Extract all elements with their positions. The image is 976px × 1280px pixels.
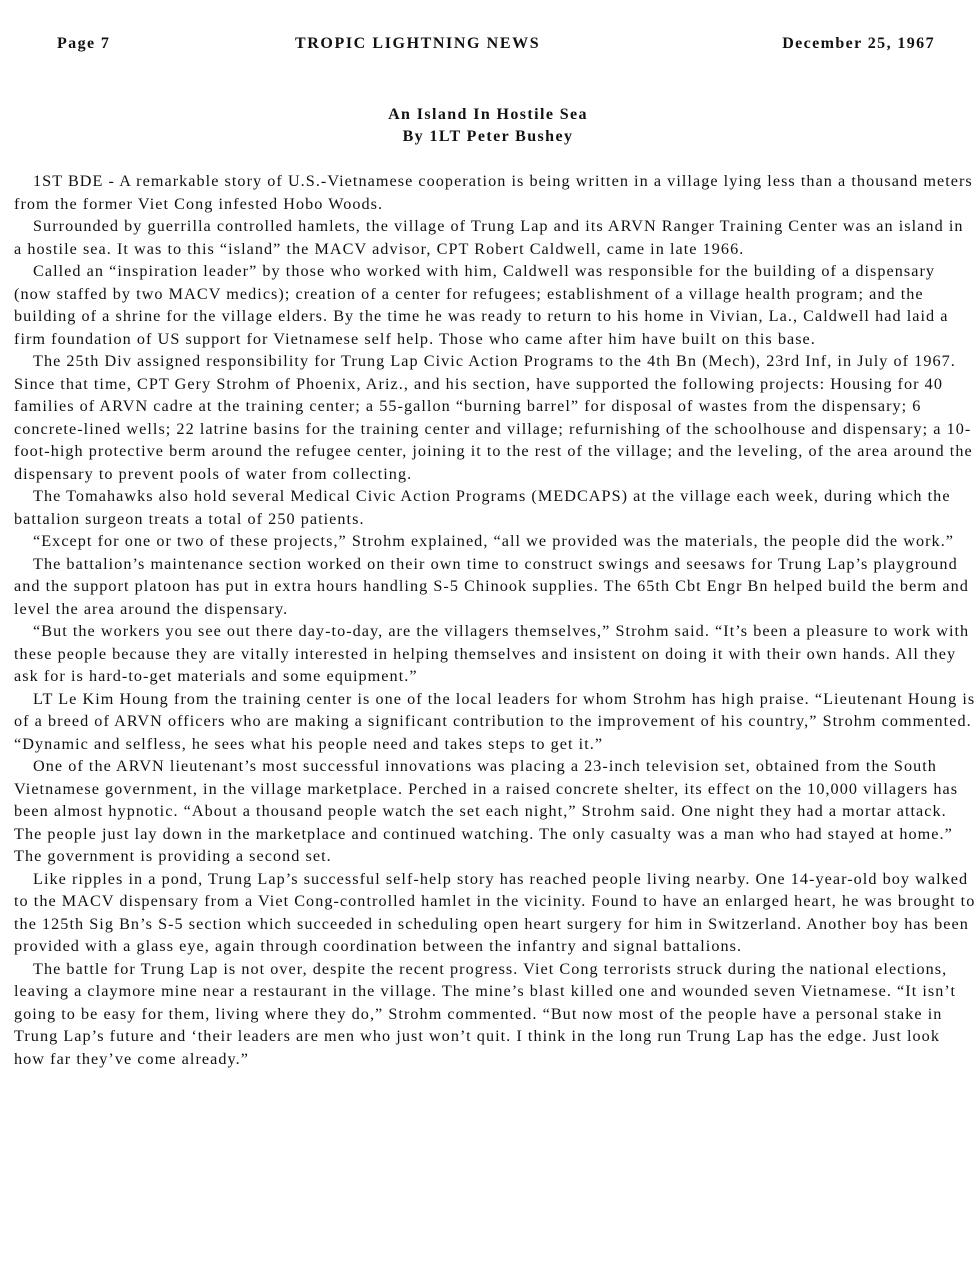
paragraph: 1ST BDE - A remarkable story of U.S.-Vietnamese cooperation is being written in a village lying less than a thousand meters from the former Viet Cong infested Hobo Woods. <box>14 172 973 213</box>
paragraph: The battalion’s maintenance section worked on their own time to construct swings and seesaws for Trung Lap’s playground and the support platoon has put in extra hours handling S-5 Chinook supplies. The 65th Cbt Engr Bn helped build the berm and level the area around the dispensary. <box>14 554 969 618</box>
paragraph: The battle for Trung Lap is not over, despite the recent progress. Viet Cong terrorists struck during the national elections, leaving a claymore mine near a restaurant in the village. The mine’s blast killed one and wounded seven Vietnamese. “It isn’t going to be easy for them, living where they do,” Strohm commented. “But now most of the people have a personal stake in Trung Lap’s future and ‘their leaders are men who just won’t quit. I think in the long run Trung Lap has the edge. Just look how far they’ve come already.” <box>14 959 957 1068</box>
article-title: An Island In Hostile Sea <box>388 106 588 123</box>
paragraph: Called an “inspiration leader” by those who worked with him, Caldwell was responsible for the building of a dispensary (now staffed by two MACV medics); creation of a center for refugees; establishment of a village health program; and the building of a shrine for the village elders. By the time he was ready to return to his home in Vivian, La., Caldwell had laid a firm foundation of US support for Vietnamese self help. Those who came after him have built on this base. <box>14 262 949 348</box>
paragraph: Surrounded by guerrilla controlled hamlets, the village of Trung Lap and its ARVN Ranger Training Center was an island in a hostile sea. It was to this “island” the MACV advisor, CPT Robert Caldwell, came in late 1966. <box>14 217 964 258</box>
publication-title: TROPIC LIGHTNING NEWS <box>295 35 541 52</box>
article-byline: By 1LT Peter Bushey <box>402 128 574 145</box>
paragraph: LT Le Kim Houng from the training center is one of the local leaders for whom Strohm has high praise. “Lieutenant Houng is of a breed of ARVN officers who are making a significant contribution to the improvement of his country,” Strohm commented. “Dynamic and selfless, he sees what his people need and takes steps to get it.” <box>14 689 976 753</box>
page-header <box>57 35 935 59</box>
paragraph: “Except for one or two of these projects,” Strohm explained, “all we provided was the materials, the people did the work.” <box>33 532 955 550</box>
paragraph: Like ripples in a pond, Trung Lap’s successful self-help story has reached people living nearby. One 14-year-old boy walked to the MACV dispensary from a Viet Cong-controlled hamlet in the vicinity. Found to have an enlarged heart, he was brought to the 125th Sig Bn’s S-5 section which succeeded in scheduling open heart surgery for him in Switzerland. Another boy has been provided with a glass eye, again through coordination between the infantry and signal battalions. <box>14 869 976 955</box>
issue-date: December 25, 1967 <box>782 35 935 52</box>
paragraph: One of the ARVN lieutenant’s most successful innovations was placing a 23-inch television set, obtained from the South Vietnamese government, in the village marketplace. Perched in a raised concrete shelter, its effect on the 10,000 villagers has been almost hypnotic. “About a thousand people watch the set each night,” Strohm said. One night they had a mortar attack. The people just lay down in the marketplace and continued watching. The only casualty was a man who had stayed at home.” The government is providing a second set. <box>14 757 959 865</box>
paragraph: The 25th Div assigned responsibility for Trung Lap Civic Action Programs to the 4th Bn (Mech), 23rd Inf, in July of 1967. Since that time, CPT Gery Strohm of Phoenix, Ariz., and his section, have supported the following projects: Housing for 40 families of ARVN cadre at the training center; a 55-gallon “burning barrel” for disposal of wastes from the dispensary; 6 concrete-lined wells; 22 latrine basins for the training center and village; refurnishing of the schoolhouse and dispensary; a 10-foot-high protective berm around the refugee center, joining it to the rest of the village; and the leveling, of the area around the dispensary to prevent pools of water from collecting. <box>14 352 973 483</box>
page-number: Page 7 <box>57 35 111 52</box>
paragraph: The Tomahawks also hold several Medical Civic Action Programs (MEDCAPS) at the village each week, during which the battalion surgeon treats a total of 250 patients. <box>14 487 951 528</box>
article-heading <box>0 104 976 148</box>
paragraph: “But the workers you see out there day-to-day, are the villagers themselves,” Strohm said. “It’s been a pleasure to work with these people because they are vitally interested in helping themselves and insistent on doing it with their own hands. All they ask for is hard-to-get materials and some equipment.” <box>14 622 970 685</box>
article-body <box>14 170 976 1070</box>
